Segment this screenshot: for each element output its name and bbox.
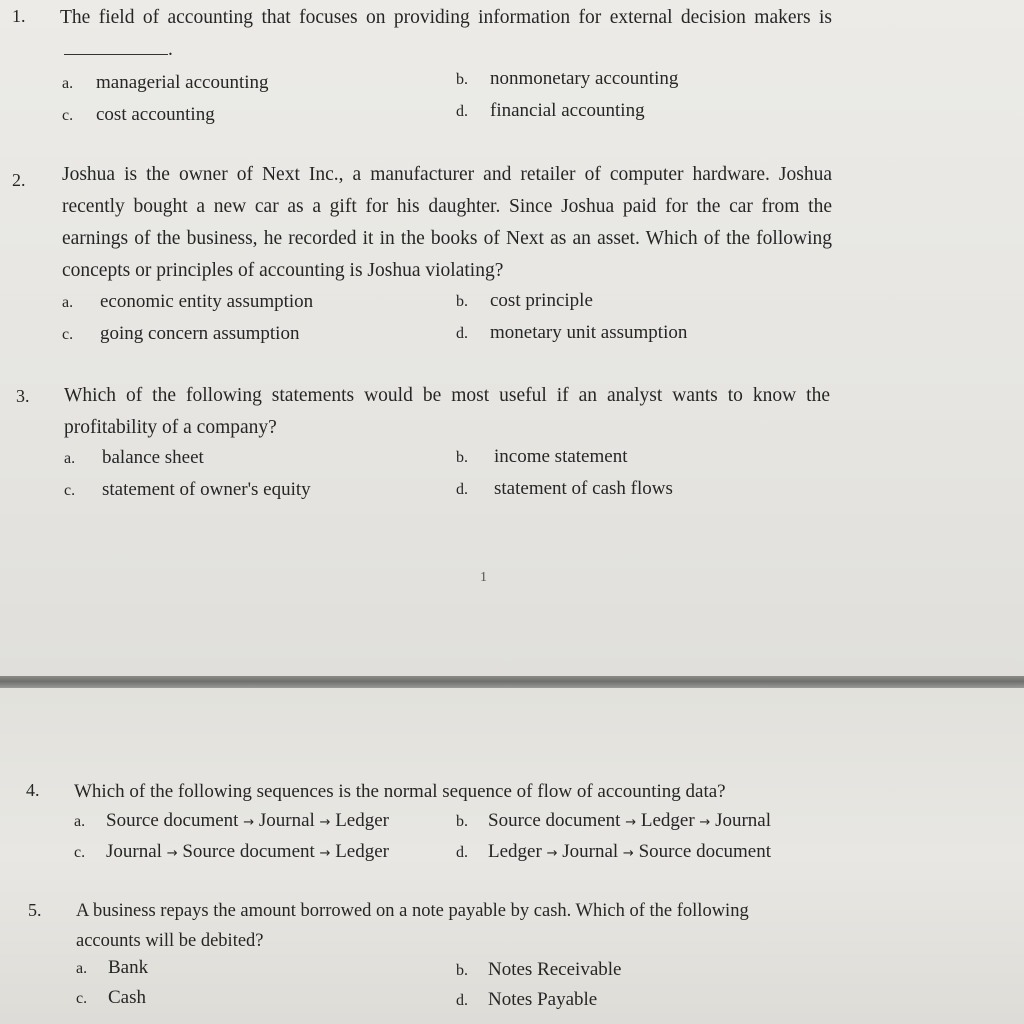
- arrow-right-icon: →: [319, 815, 331, 830]
- option-c: [74, 841, 389, 863]
- arrow-right-icon: →: [546, 846, 558, 861]
- question-number: 1.: [12, 6, 26, 26]
- option-letter: d.: [456, 992, 468, 1009]
- option-letter: a.: [64, 450, 76, 467]
- sequence-step: Source document: [182, 841, 315, 862]
- arrow-right-icon: →: [699, 815, 711, 830]
- question-text: A business repays the amount borrowed on a note payable by cash. Which of the following accounts will be debited?: [76, 901, 749, 951]
- option-d: [456, 100, 645, 122]
- option-text: going concern assumption: [100, 323, 300, 344]
- option-text: cost accounting: [96, 104, 215, 125]
- question-text: Which of the following sequences is the normal sequence of flow of accounting data?: [74, 781, 726, 802]
- arrow-right-icon: →: [625, 815, 637, 830]
- page-separator: [0, 676, 1024, 688]
- option-letter: b.: [456, 71, 468, 88]
- question-number: 4.: [26, 780, 40, 800]
- sequence-step: Source document: [638, 841, 771, 862]
- option-text: Cash: [108, 987, 146, 1008]
- option-text: cost principle: [490, 290, 593, 311]
- question-text: [60, 2, 832, 66]
- option-a: [62, 72, 269, 94]
- option-a: [64, 447, 204, 469]
- option-text: Notes Receivable: [488, 959, 622, 980]
- option-text: financial accounting: [490, 100, 645, 121]
- answer-blank: [64, 38, 168, 55]
- option-letter: c.: [64, 482, 76, 499]
- sequence-step: Journal: [106, 841, 162, 862]
- option-text: managerial accounting: [96, 72, 269, 93]
- question-text-part: The field of accounting that focuses on providing information for external decision makers is: [60, 7, 832, 28]
- option-letter: a.: [62, 75, 74, 92]
- option-letter: d.: [456, 844, 468, 861]
- option-c: [76, 987, 146, 1009]
- sequence-step: Ledger: [488, 841, 542, 862]
- option-text: statement of owner's equity: [102, 479, 311, 500]
- option-letter: d.: [456, 481, 468, 498]
- sequence-step: Source document: [106, 810, 239, 831]
- option-letter: d.: [456, 325, 468, 342]
- arrow-right-icon: →: [319, 846, 331, 861]
- option-b: [456, 959, 621, 981]
- option-b: [456, 446, 627, 468]
- question-text: Joshua is the owner of Next Inc., a manufacturer and retailer of computer hardware. Joshua recently bought a new car as a gift for his daughter. Since Joshua paid for the car from the earnings of the business, he recorded it in the books of Next as an asset. Which of the following concepts or principles of accounting is Joshua violating?: [62, 164, 832, 281]
- option-d: [456, 322, 687, 344]
- option-c: [62, 104, 215, 126]
- option-text: Bank: [108, 957, 149, 978]
- option-letter: a.: [76, 960, 88, 977]
- question-text-end: .: [168, 39, 173, 60]
- option-d: [456, 841, 771, 863]
- page-number: 1: [480, 570, 487, 585]
- option-text: income statement: [494, 446, 628, 467]
- worksheet-page-2: [0, 688, 1024, 1024]
- option-text: Notes Payable: [488, 989, 598, 1010]
- arrow-right-icon: →: [166, 846, 178, 861]
- option-text: nonmonetary accounting: [490, 68, 679, 89]
- option-letter: b.: [456, 962, 468, 979]
- option-text: balance sheet: [102, 447, 204, 468]
- option-c: [64, 479, 311, 501]
- option-letter: a.: [74, 813, 86, 830]
- sequence-step: Journal: [258, 810, 315, 831]
- sequence-step: Ledger: [335, 841, 389, 862]
- question-number: 2.: [12, 170, 26, 190]
- question-text: Which of the following statements would be most useful if an analyst wants to know the profitability of a company?: [64, 385, 830, 438]
- option-letter: c.: [62, 326, 74, 343]
- sequence-step: Source document: [488, 810, 621, 831]
- option-letter: d.: [456, 103, 468, 120]
- option-a: [74, 810, 389, 832]
- arrow-right-icon: →: [622, 846, 634, 861]
- option-d: [456, 478, 673, 500]
- option-text: statement of cash flows: [494, 478, 673, 499]
- option-a: [62, 291, 313, 313]
- sequence-step: Ledger: [640, 810, 695, 831]
- sequence-step: Ledger: [335, 810, 389, 831]
- option-letter: b.: [456, 813, 468, 830]
- option-b: [456, 68, 678, 90]
- option-letter: b.: [456, 449, 468, 466]
- option-letter: c.: [76, 990, 88, 1007]
- option-b: [456, 290, 593, 312]
- option-letter: a.: [62, 294, 74, 311]
- option-c: [62, 323, 299, 345]
- question-number: 3.: [16, 386, 30, 406]
- sequence-step: Journal: [715, 810, 771, 831]
- option-letter: c.: [74, 844, 86, 861]
- sequence-step: Journal: [562, 841, 619, 862]
- option-d: [456, 989, 597, 1011]
- option-text: economic entity assumption: [100, 291, 314, 312]
- option-letter: b.: [456, 293, 468, 310]
- option-b: [456, 810, 771, 832]
- question-number: 5.: [28, 900, 42, 920]
- arrow-right-icon: →: [243, 815, 255, 830]
- option-a: [76, 957, 148, 979]
- option-text: monetary unit assumption: [490, 322, 688, 343]
- option-letter: c.: [62, 107, 74, 124]
